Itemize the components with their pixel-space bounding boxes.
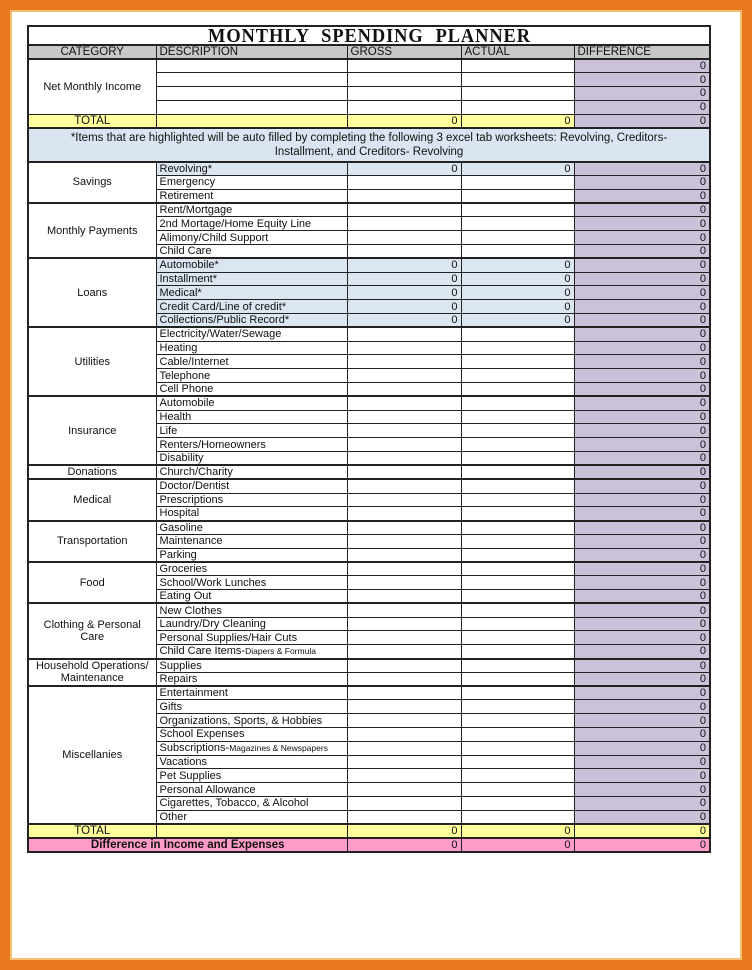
gross-cell bbox=[347, 631, 461, 645]
gross-cell bbox=[347, 175, 461, 189]
gross-cell bbox=[347, 479, 461, 493]
gross-cell bbox=[347, 534, 461, 548]
actual-cell bbox=[461, 451, 574, 465]
actual-cell bbox=[461, 73, 574, 87]
description-cell: Maintenance bbox=[156, 534, 347, 548]
description-cell: Cable/Internet bbox=[156, 355, 347, 369]
category-cell: Food bbox=[28, 562, 156, 603]
difference-row-label: Difference in Income and Expenses bbox=[28, 838, 347, 852]
description-cell: Organizations, Sports, & Hobbies bbox=[156, 714, 347, 728]
actual-cell bbox=[461, 189, 574, 203]
column-header-category: CATEGORY bbox=[28, 45, 156, 59]
page-title: MONTHLY SPENDING PLANNER bbox=[28, 26, 710, 45]
gross-cell bbox=[347, 783, 461, 797]
difference-cell: 0 bbox=[574, 300, 710, 314]
actual-cell bbox=[461, 700, 574, 714]
gross-cell bbox=[347, 645, 461, 659]
column-header-gross: GROSS bbox=[347, 45, 461, 59]
description-cell bbox=[156, 59, 347, 73]
description-cell: Health bbox=[156, 410, 347, 424]
difference-cell: 0 bbox=[574, 341, 710, 355]
difference-cell: 0 bbox=[574, 217, 710, 231]
actual-cell bbox=[461, 797, 574, 811]
gross-cell bbox=[347, 810, 461, 824]
actual-cell bbox=[461, 424, 574, 438]
difference-cell: 0 bbox=[574, 175, 710, 189]
actual-cell bbox=[461, 728, 574, 742]
difference-cell: 0 bbox=[574, 700, 710, 714]
difference-cell: 0 bbox=[574, 313, 710, 327]
total-label-cell: TOTAL bbox=[28, 824, 156, 838]
actual-cell bbox=[461, 341, 574, 355]
gross-cell bbox=[347, 327, 461, 341]
difference-cell: 0 bbox=[574, 686, 710, 700]
description-cell: Automobile bbox=[156, 396, 347, 410]
gross-difference-cell: 0 bbox=[347, 838, 461, 852]
gross-cell: 0 bbox=[347, 272, 461, 286]
difference-cell: 0 bbox=[574, 327, 710, 341]
gross-cell bbox=[347, 369, 461, 383]
description-cell: New Clothes bbox=[156, 603, 347, 617]
difference-cell: 0 bbox=[574, 741, 710, 755]
description-cell: Alimony/Child Support bbox=[156, 231, 347, 245]
description-cell: 2nd Mortage/Home Equity Line bbox=[156, 217, 347, 231]
description-cell bbox=[156, 824, 347, 838]
difference-cell: 0 bbox=[574, 162, 710, 176]
auto-fill-note bbox=[28, 128, 710, 162]
note-line-2: Installment, and Creditors- Revolving bbox=[274, 145, 464, 158]
actual-cell bbox=[461, 396, 574, 410]
actual-cell bbox=[461, 686, 574, 700]
gross-cell bbox=[347, 672, 461, 686]
actual-cell bbox=[461, 755, 574, 769]
actual-cell bbox=[461, 645, 574, 659]
description-cell: Prescriptions bbox=[156, 493, 347, 507]
gross-cell bbox=[347, 438, 461, 452]
gross-cell bbox=[347, 244, 461, 258]
gross-cell bbox=[347, 493, 461, 507]
actual-cell bbox=[461, 438, 574, 452]
category-cell: Utilities bbox=[28, 327, 156, 396]
item-row bbox=[28, 327, 710, 341]
actual-cell bbox=[461, 590, 574, 604]
difference-cell: 0 bbox=[574, 438, 710, 452]
actual-cell bbox=[461, 479, 574, 493]
gross-total-cell: 0 bbox=[347, 824, 461, 838]
description-cell: Subscriptions-Magazines & Newspapers bbox=[156, 741, 347, 755]
description-cell: Doctor/Dentist bbox=[156, 479, 347, 493]
description-cell: Church/Charity bbox=[156, 465, 347, 479]
difference-cell: 0 bbox=[574, 562, 710, 576]
difference-cell: 0 bbox=[574, 548, 710, 562]
difference-cell: 0 bbox=[574, 645, 710, 659]
actual-cell bbox=[461, 59, 574, 73]
difference-cell: 0 bbox=[574, 73, 710, 87]
gross-cell bbox=[347, 59, 461, 73]
description-cell: Automobile* bbox=[156, 258, 347, 272]
gross-cell bbox=[347, 755, 461, 769]
actual-cell bbox=[461, 87, 574, 101]
gross-cell bbox=[347, 203, 461, 217]
gross-cell: 0 bbox=[347, 162, 461, 176]
actual-cell bbox=[461, 521, 574, 535]
gross-cell: 0 bbox=[347, 286, 461, 300]
difference-cell: 0 bbox=[574, 189, 710, 203]
description-subtext: Magazines & Newspapers bbox=[229, 743, 328, 754]
difference-cell: 0 bbox=[574, 659, 710, 673]
item-row bbox=[28, 162, 710, 176]
actual-cell bbox=[461, 672, 574, 686]
actual-cell bbox=[461, 382, 574, 396]
description-cell: Gasoline bbox=[156, 521, 347, 535]
actual-cell bbox=[461, 244, 574, 258]
actual-cell bbox=[461, 465, 574, 479]
column-header-difference: DIFFERENCE bbox=[574, 45, 710, 59]
difference-cell: 0 bbox=[574, 783, 710, 797]
category-cell: Household Operations/ Maintenance bbox=[28, 659, 156, 687]
actual-cell bbox=[461, 175, 574, 189]
gross-cell bbox=[347, 728, 461, 742]
description-cell: School/Work Lunches bbox=[156, 576, 347, 590]
actual-cell: 0 bbox=[461, 258, 574, 272]
item-row bbox=[28, 603, 710, 617]
description-cell: Entertainment bbox=[156, 686, 347, 700]
description-cell: Collections/Public Record* bbox=[156, 313, 347, 327]
description-cell bbox=[156, 100, 347, 114]
description-cell: Personal Supplies/Hair Cuts bbox=[156, 631, 347, 645]
gross-cell: 0 bbox=[347, 258, 461, 272]
actual-cell: 0 bbox=[461, 313, 574, 327]
description-subtext: Diapers & Formula bbox=[245, 646, 316, 657]
actual-cell bbox=[461, 783, 574, 797]
gross-cell bbox=[347, 87, 461, 101]
description-cell: Telephone bbox=[156, 369, 347, 383]
description-cell: Retirement bbox=[156, 189, 347, 203]
difference-cell: 0 bbox=[574, 493, 710, 507]
difference-cell: 0 bbox=[574, 617, 710, 631]
actual-cell bbox=[461, 493, 574, 507]
grand-total-row bbox=[28, 824, 710, 838]
gross-cell: 0 bbox=[347, 313, 461, 327]
description-cell: Eating Out bbox=[156, 590, 347, 604]
actual-cell bbox=[461, 631, 574, 645]
description-cell: Renters/Homeowners bbox=[156, 438, 347, 452]
gross-cell bbox=[347, 617, 461, 631]
difference-cell: 0 bbox=[574, 521, 710, 535]
description-cell: Repairs bbox=[156, 672, 347, 686]
difference-cell: 0 bbox=[574, 59, 710, 73]
note-row bbox=[28, 128, 710, 162]
gross-cell bbox=[347, 590, 461, 604]
gross-cell bbox=[347, 355, 461, 369]
actual-cell bbox=[461, 603, 574, 617]
description-cell: Emergency bbox=[156, 175, 347, 189]
gross-cell bbox=[347, 396, 461, 410]
description-cell: Rent/Mortgage bbox=[156, 203, 347, 217]
actual-cell bbox=[461, 217, 574, 231]
difference-cell: 0 bbox=[574, 100, 710, 114]
description-cell bbox=[156, 73, 347, 87]
description-cell: Parking bbox=[156, 548, 347, 562]
description-cell: Cigarettes, Tobacco, & Alcohol bbox=[156, 797, 347, 811]
difference-cell: 0 bbox=[574, 203, 710, 217]
difference-cell: 0 bbox=[574, 576, 710, 590]
actual-cell bbox=[461, 327, 574, 341]
gross-cell bbox=[347, 231, 461, 245]
gross-cell bbox=[347, 189, 461, 203]
actual-cell bbox=[461, 714, 574, 728]
actual-cell bbox=[461, 810, 574, 824]
item-row bbox=[28, 203, 710, 217]
category-cell: Transportation bbox=[28, 521, 156, 562]
description-cell bbox=[156, 87, 347, 101]
actual-cell bbox=[461, 562, 574, 576]
gross-cell bbox=[347, 576, 461, 590]
actual-difference-cell: 0 bbox=[461, 838, 574, 852]
description-cell: Electricity/Water/Sewage bbox=[156, 327, 347, 341]
actual-cell bbox=[461, 203, 574, 217]
description-cell: Hospital bbox=[156, 507, 347, 521]
gross-cell bbox=[347, 451, 461, 465]
category-cell: Loans bbox=[28, 258, 156, 327]
title-row bbox=[28, 26, 710, 45]
description-cell: Groceries bbox=[156, 562, 347, 576]
column-header-description: DESCRIPTION bbox=[156, 45, 347, 59]
gross-cell bbox=[347, 769, 461, 783]
difference-cell: 0 bbox=[574, 728, 710, 742]
gross-cell bbox=[347, 465, 461, 479]
category-cell: Net Monthly Income bbox=[28, 59, 156, 114]
item-row bbox=[28, 521, 710, 535]
item-row bbox=[28, 465, 710, 479]
actual-cell bbox=[461, 355, 574, 369]
actual-cell bbox=[461, 410, 574, 424]
description-cell: Gifts bbox=[156, 700, 347, 714]
category-cell: Miscellanies bbox=[28, 686, 156, 824]
gross-cell bbox=[347, 341, 461, 355]
gross-cell bbox=[347, 382, 461, 396]
difference-cell: 0 bbox=[574, 451, 710, 465]
description-cell: Vacations bbox=[156, 755, 347, 769]
actual-cell bbox=[461, 548, 574, 562]
actual-cell bbox=[461, 534, 574, 548]
difference-cell: 0 bbox=[574, 272, 710, 286]
gross-cell bbox=[347, 659, 461, 673]
actual-cell bbox=[461, 231, 574, 245]
difference-cell: 0 bbox=[574, 258, 710, 272]
description-cell: Supplies bbox=[156, 659, 347, 673]
gross-cell bbox=[347, 424, 461, 438]
difference-cell: 0 bbox=[574, 534, 710, 548]
column-header-actual: ACTUAL bbox=[461, 45, 574, 59]
total-label-cell: TOTAL bbox=[28, 114, 156, 128]
description-cell: Personal Allowance bbox=[156, 783, 347, 797]
difference-cell: 0 bbox=[574, 396, 710, 410]
category-cell: Monthly Payments bbox=[28, 203, 156, 258]
actual-cell bbox=[461, 617, 574, 631]
income-row bbox=[28, 59, 710, 73]
difference-cell: 0 bbox=[574, 507, 710, 521]
difference-cell: 0 bbox=[574, 231, 710, 245]
gross-cell bbox=[347, 562, 461, 576]
description-cell: Medical* bbox=[156, 286, 347, 300]
difference-cell: 0 bbox=[574, 672, 710, 686]
note-line-1: *Items that are highlighted will be auto filled by completing the following 3 excel tab worksheets: Revolving, Creditors- bbox=[70, 131, 668, 144]
description-cell: Cell Phone bbox=[156, 382, 347, 396]
item-row bbox=[28, 396, 710, 410]
gross-cell bbox=[347, 714, 461, 728]
actual-cell bbox=[461, 507, 574, 521]
actual-cell bbox=[461, 769, 574, 783]
difference-cell: 0 bbox=[574, 410, 710, 424]
difference-cell: 0 bbox=[574, 369, 710, 383]
difference-cell: 0 bbox=[574, 479, 710, 493]
item-row bbox=[28, 659, 710, 673]
difference-cell: 0 bbox=[574, 810, 710, 824]
difference-cell: 0 bbox=[574, 797, 710, 811]
difference-cell: 0 bbox=[574, 286, 710, 300]
difference-cell: 0 bbox=[574, 631, 710, 645]
description-cell: Disability bbox=[156, 451, 347, 465]
description-cell: Heating bbox=[156, 341, 347, 355]
gross-cell bbox=[347, 507, 461, 521]
gross-cell: 0 bbox=[347, 300, 461, 314]
category-cell: Clothing & Personal Care bbox=[28, 603, 156, 658]
description-cell: Installment* bbox=[156, 272, 347, 286]
actual-cell bbox=[461, 741, 574, 755]
difference-cell: 0 bbox=[574, 714, 710, 728]
actual-cell: 0 bbox=[461, 162, 574, 176]
gross-total-cell: 0 bbox=[347, 114, 461, 128]
actual-cell: 0 bbox=[461, 300, 574, 314]
difference-difference-cell: 0 bbox=[574, 838, 710, 852]
category-cell: Savings bbox=[28, 162, 156, 203]
difference-cell: 0 bbox=[574, 603, 710, 617]
actual-cell bbox=[461, 369, 574, 383]
gross-cell bbox=[347, 548, 461, 562]
description-cell: Child Care Items-Diapers & Formula bbox=[156, 645, 347, 659]
gross-cell bbox=[347, 700, 461, 714]
difference-cell: 0 bbox=[574, 590, 710, 604]
description-cell: School Expenses bbox=[156, 728, 347, 742]
difference-cell: 0 bbox=[574, 355, 710, 369]
description-cell: Life bbox=[156, 424, 347, 438]
item-row bbox=[28, 479, 710, 493]
gross-cell bbox=[347, 741, 461, 755]
difference-cell: 0 bbox=[574, 465, 710, 479]
gross-cell bbox=[347, 73, 461, 87]
difference-cell: 0 bbox=[574, 769, 710, 783]
item-row bbox=[28, 686, 710, 700]
description-cell bbox=[156, 114, 347, 128]
gross-cell bbox=[347, 797, 461, 811]
actual-cell bbox=[461, 100, 574, 114]
gross-cell bbox=[347, 686, 461, 700]
actual-total-cell: 0 bbox=[461, 824, 574, 838]
description-cell: Child Care bbox=[156, 244, 347, 258]
income-total-row bbox=[28, 114, 710, 128]
actual-total-cell: 0 bbox=[461, 114, 574, 128]
item-row bbox=[28, 562, 710, 576]
category-cell: Insurance bbox=[28, 396, 156, 465]
difference-total-cell: 0 bbox=[574, 824, 710, 838]
description-cell: Revolving* bbox=[156, 162, 347, 176]
gross-cell bbox=[347, 410, 461, 424]
column-header-row bbox=[28, 45, 710, 59]
difference-cell: 0 bbox=[574, 244, 710, 258]
gross-cell bbox=[347, 100, 461, 114]
gross-cell bbox=[347, 521, 461, 535]
item-row bbox=[28, 258, 710, 272]
difference-cell: 0 bbox=[574, 424, 710, 438]
gross-cell bbox=[347, 603, 461, 617]
actual-cell: 0 bbox=[461, 272, 574, 286]
difference-cell: 0 bbox=[574, 87, 710, 101]
spending-planner-table bbox=[27, 25, 711, 853]
income-expense-difference-row bbox=[28, 838, 710, 852]
category-cell: Donations bbox=[28, 465, 156, 479]
description-cell: Pet Supplies bbox=[156, 769, 347, 783]
gross-cell bbox=[347, 217, 461, 231]
category-cell: Medical bbox=[28, 479, 156, 520]
difference-cell: 0 bbox=[574, 755, 710, 769]
description-cell: Other bbox=[156, 810, 347, 824]
actual-cell bbox=[461, 576, 574, 590]
difference-cell: 0 bbox=[574, 382, 710, 396]
description-cell: Credit Card/Line of credit* bbox=[156, 300, 347, 314]
description-cell: Laundry/Dry Cleaning bbox=[156, 617, 347, 631]
actual-cell: 0 bbox=[461, 286, 574, 300]
actual-cell bbox=[461, 659, 574, 673]
difference-total-cell: 0 bbox=[574, 114, 710, 128]
